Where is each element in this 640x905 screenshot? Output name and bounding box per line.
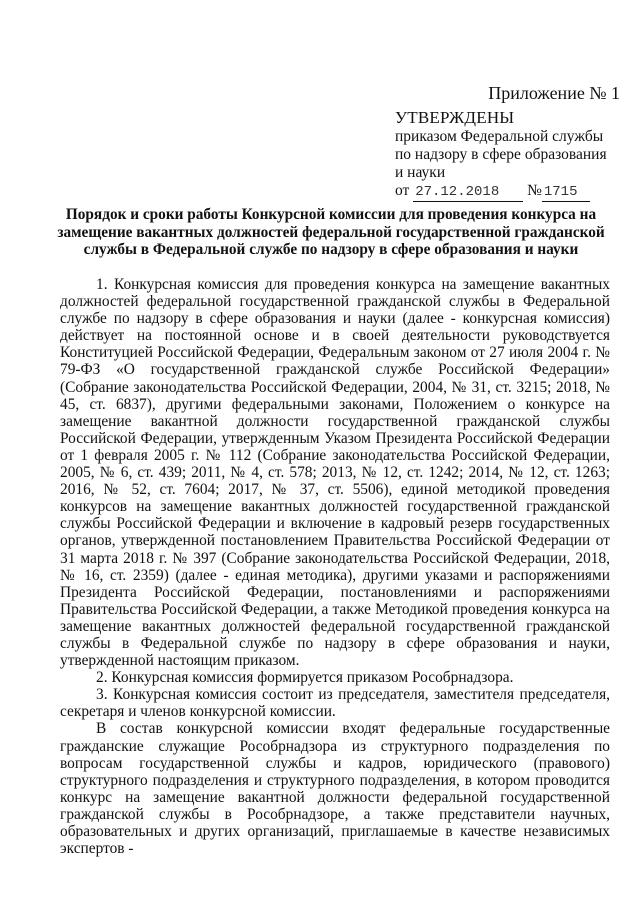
order-details — [395, 182, 625, 202]
paragraph: В состав конкурсной комиссии входят федеральные государственные гражданские служащие Рособрнадзора из структурного подразделения по вопросам государственной службы и кадров, юридического (правового) структурного подразделения и структурного подразделения, в котором проводится конкурс на замещение вакантной должности федеральной государственной гражданской службы в Рособрнадзоре, а также представители научных, образовательных и других организаций, приглашаемые в качестве независимых экспертов - — [60, 720, 610, 858]
document-title: Порядок и сроки работы Конкурсной комиссии для проведения конкурса на замещение вакантных должностей федеральной государственной гражданской службы в Федеральной службе по надзору в сфере образования и науки — [57, 206, 605, 258]
paragraph: 1. Конкурсная комиссия для проведения конкурса на замещение вакантных должностей федеральной государственной гражданской службы в Федеральной службе по надзору в сфере образования и науки (далее - конкурсная комиссия) действует на постоянной основе и в своей деятельности руководствуется Конституцией Российской Федерации, Федеральным законом от 27 июля 2004 г. № 79-ФЗ «О государственной гражданской службе Российской Федерации» (Собрание законодательства Российской Федерации, 2004, № 31, ст. 3215; 2018, № 45, ст. 6837), другими федеральными законами, Положением о конкурсе на замещение вакантной должности государственной гражданской службы Российской Федерации, утвержденным Указом Президента Российской Федерации от 1 февраля 2005 г. № 112 (Собрание законодательства Российской Федерации, 2005, № 6, ст. 439; 2011, № 4, ст. 578; 2013, № 12, ст. 1242; 2014, № 12, ст. 1263; 2016, № 52, ст. 7604; 2017, № 37, ст. 5506), единой методикой проведения конкурсов на замещение вакантных должностей государственной гражданской службы Российской Федерации и включение в кадровый резерв государственных органов, утвержденной постановлением Правительства Российской Федерации от 31 марта 2018 г. № 397 (Собрание законодательства Российской Федерации, 2018, № 16, ст. 2359) (далее - единая методика), другими указами и распоряжениями Президента Российской Федерации, постановлениями и распоряжениями Правительства Российской Федерации, а также Методикой проведения конкурса на замещение вакантных должностей федеральной государственной гражданской службы в Федеральной службе по надзору в сфере образования и науки, утвержденной настоящим приказом. — [60, 276, 610, 670]
order-number: 1715 — [542, 183, 590, 202]
approved-line: приказом Федеральной службы — [395, 128, 604, 145]
approved-line: по надзору в сфере образования — [395, 146, 607, 163]
approval-block — [395, 108, 625, 202]
order-prefix: от — [395, 182, 410, 199]
approved-heading: УТВЕРЖДЕНЫ — [395, 108, 515, 127]
approved-by — [395, 128, 625, 182]
order-date: 27.12.2018 — [413, 183, 523, 202]
appendix-label: Приложение № 1 — [488, 83, 620, 103]
order-number-label: № — [527, 182, 542, 199]
approved-line: и науки — [395, 164, 446, 181]
paragraph: 3. Конкурсная комиссия состоит из председателя, заместителя председателя, секретаря и членов конкурсной комиссии. — [60, 686, 610, 721]
document-body — [60, 276, 610, 857]
paragraph: 2. Конкурсная комиссия формируется приказом Рособрнадзора. — [96, 669, 514, 687]
